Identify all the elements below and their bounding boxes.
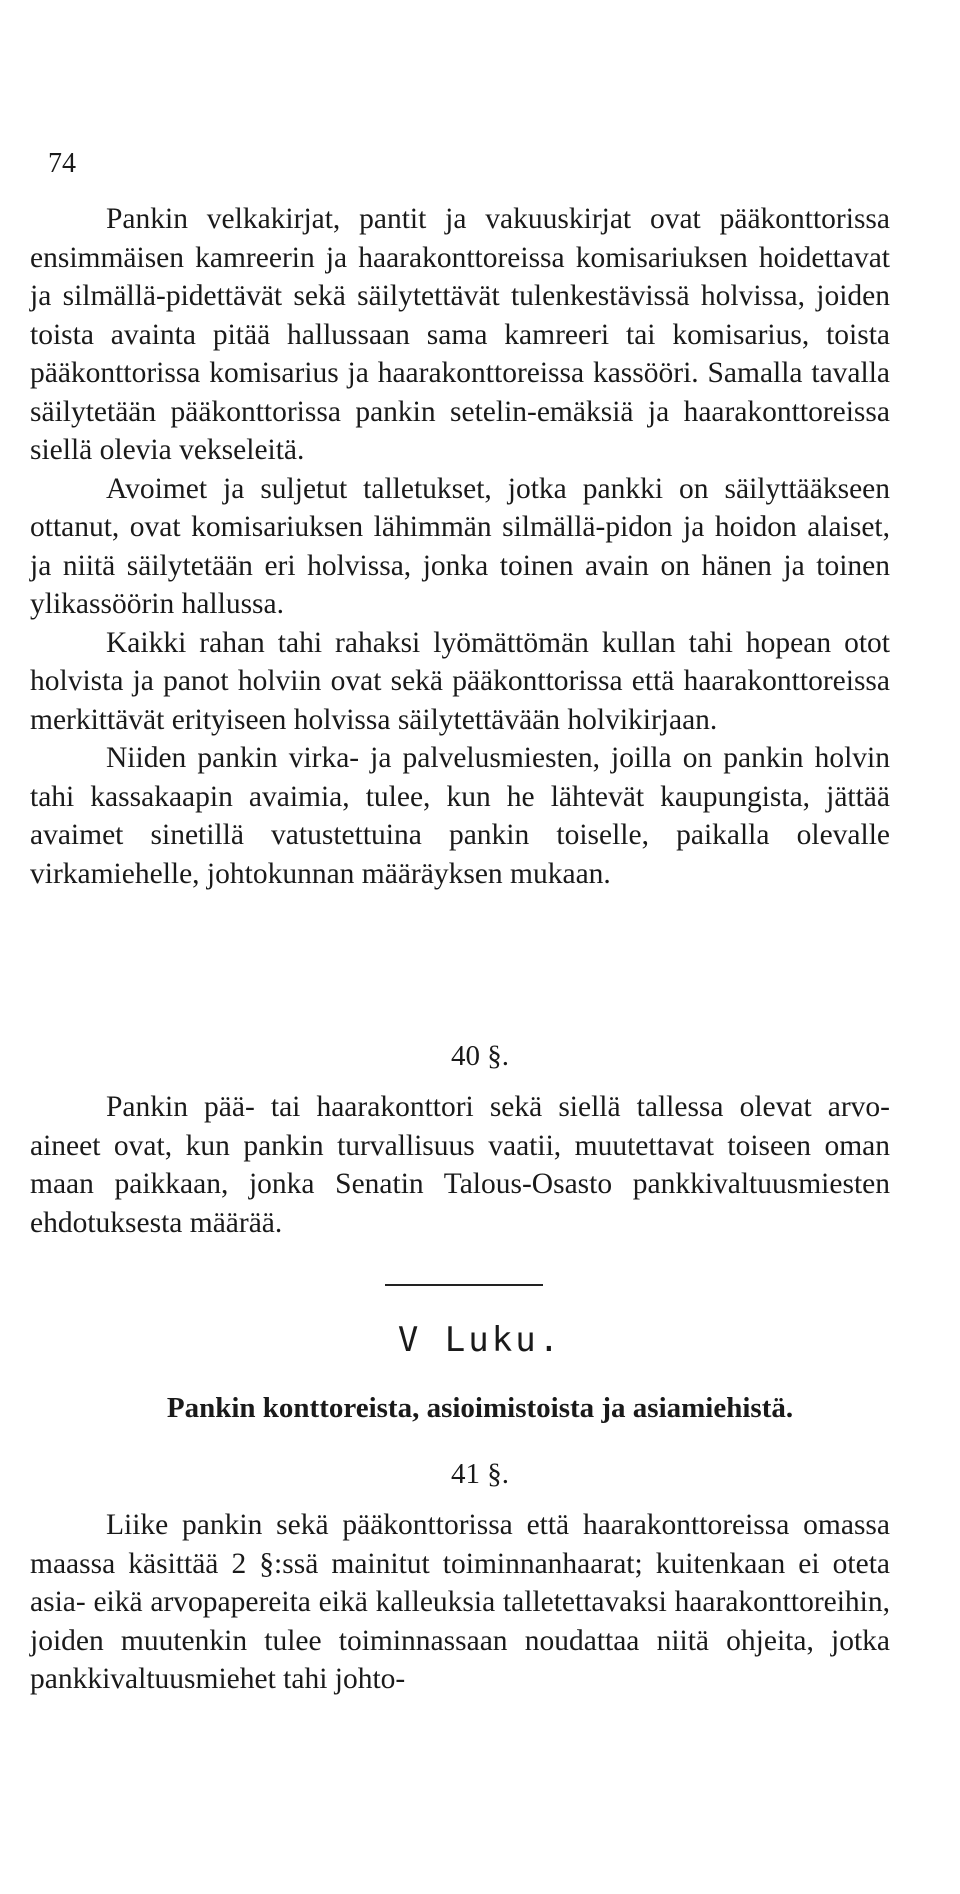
text-block-1	[30, 200, 890, 893]
section-mark-41: 41 §.	[451, 1458, 509, 1490]
section-40-text	[30, 1088, 890, 1242]
paragraph: Pankin pää- tai haarakonttori sekä siellä tallessa olevat arvo-aineet ovat, kun pankin turvallisuus vaatii, muutettavat toiseen oman maan paikkaan, jonka Senatin Talous-Osasto pankkivaltuusmiesten ehdotuksesta määrää.	[30, 1091, 890, 1239]
page-number: 74	[48, 148, 76, 179]
paragraph: Niiden pankin virka- ja palvelusmiesten, joilla on pankin holvin tahi kassakaapin avaimia, tulee, kun he lähtevät kaupungista, jättää avaimet sinetillä vatustettuina pankin toiselle, paikalla olevalle virkamiehelle, johtokunnan määräyksen mukaan.	[30, 742, 890, 890]
paragraph: Avoimet ja suljetut talletukset, jotka pankki on säilyttääkseen ottanut, ovat komisariuksen lähimmän silmällä-pidon ja hoidon alaiset, ja niitä säilytetään eri holvissa, jonka toinen avain on hänen ja toinen ylikassöörin hallussa.	[30, 472, 890, 620]
chapter-title: V Luku.	[397, 1320, 563, 1360]
chapter-subtitle: Pankin konttoreista, asioimistoista ja asiamiehistä.	[166, 1392, 794, 1424]
horizontal-rule	[385, 1284, 543, 1286]
paragraph: Liike pankin sekä pääkonttorissa että haarakonttoreissa omassa maassa käsittää 2 §:ssä mainitut toiminnanhaarat; kuitenkaan ei oteta asia- eikä arvopapereita eikä kalleuksia talletettavaksi haarakonttoreihin, joiden muutenkin tulee toiminnassaan noudattaa niitä ohjeita, jotka pankkivaltuusmiehet tahi johto-	[30, 1509, 890, 1695]
paragraph: Pankin velkakirjat, pantit ja vakuuskirjat ovat pääkonttorissa ensimmäisen kamreerin ja haarakonttoreissa komisariuksen hoidettavat ja silmällä-pidettävät sekä säilytettävät tulenkestävissä holvissa, joiden toista avainta pitää hallussaan sama kamreeri tai komisarius, toista pääkonttorissa komisarius ja haarakonttoreissa kassööri. Samalla tavalla säilytetään pääkonttorissa pankin setelin-emäksiä ja haarakonttoreissa siellä olevia vekseleitä.	[30, 203, 890, 466]
paragraph: Kaikki rahan tahi rahaksi lyömättömän kullan tahi hopean otot holvista ja panot holviin ovat sekä pääkonttorissa että haarakonttoreissa merkittävät erityiseen holvissa säilytettävään holvikirjaan.	[30, 626, 890, 736]
section-41-text	[30, 1506, 890, 1699]
section-mark-40: 40 §.	[451, 1040, 509, 1072]
